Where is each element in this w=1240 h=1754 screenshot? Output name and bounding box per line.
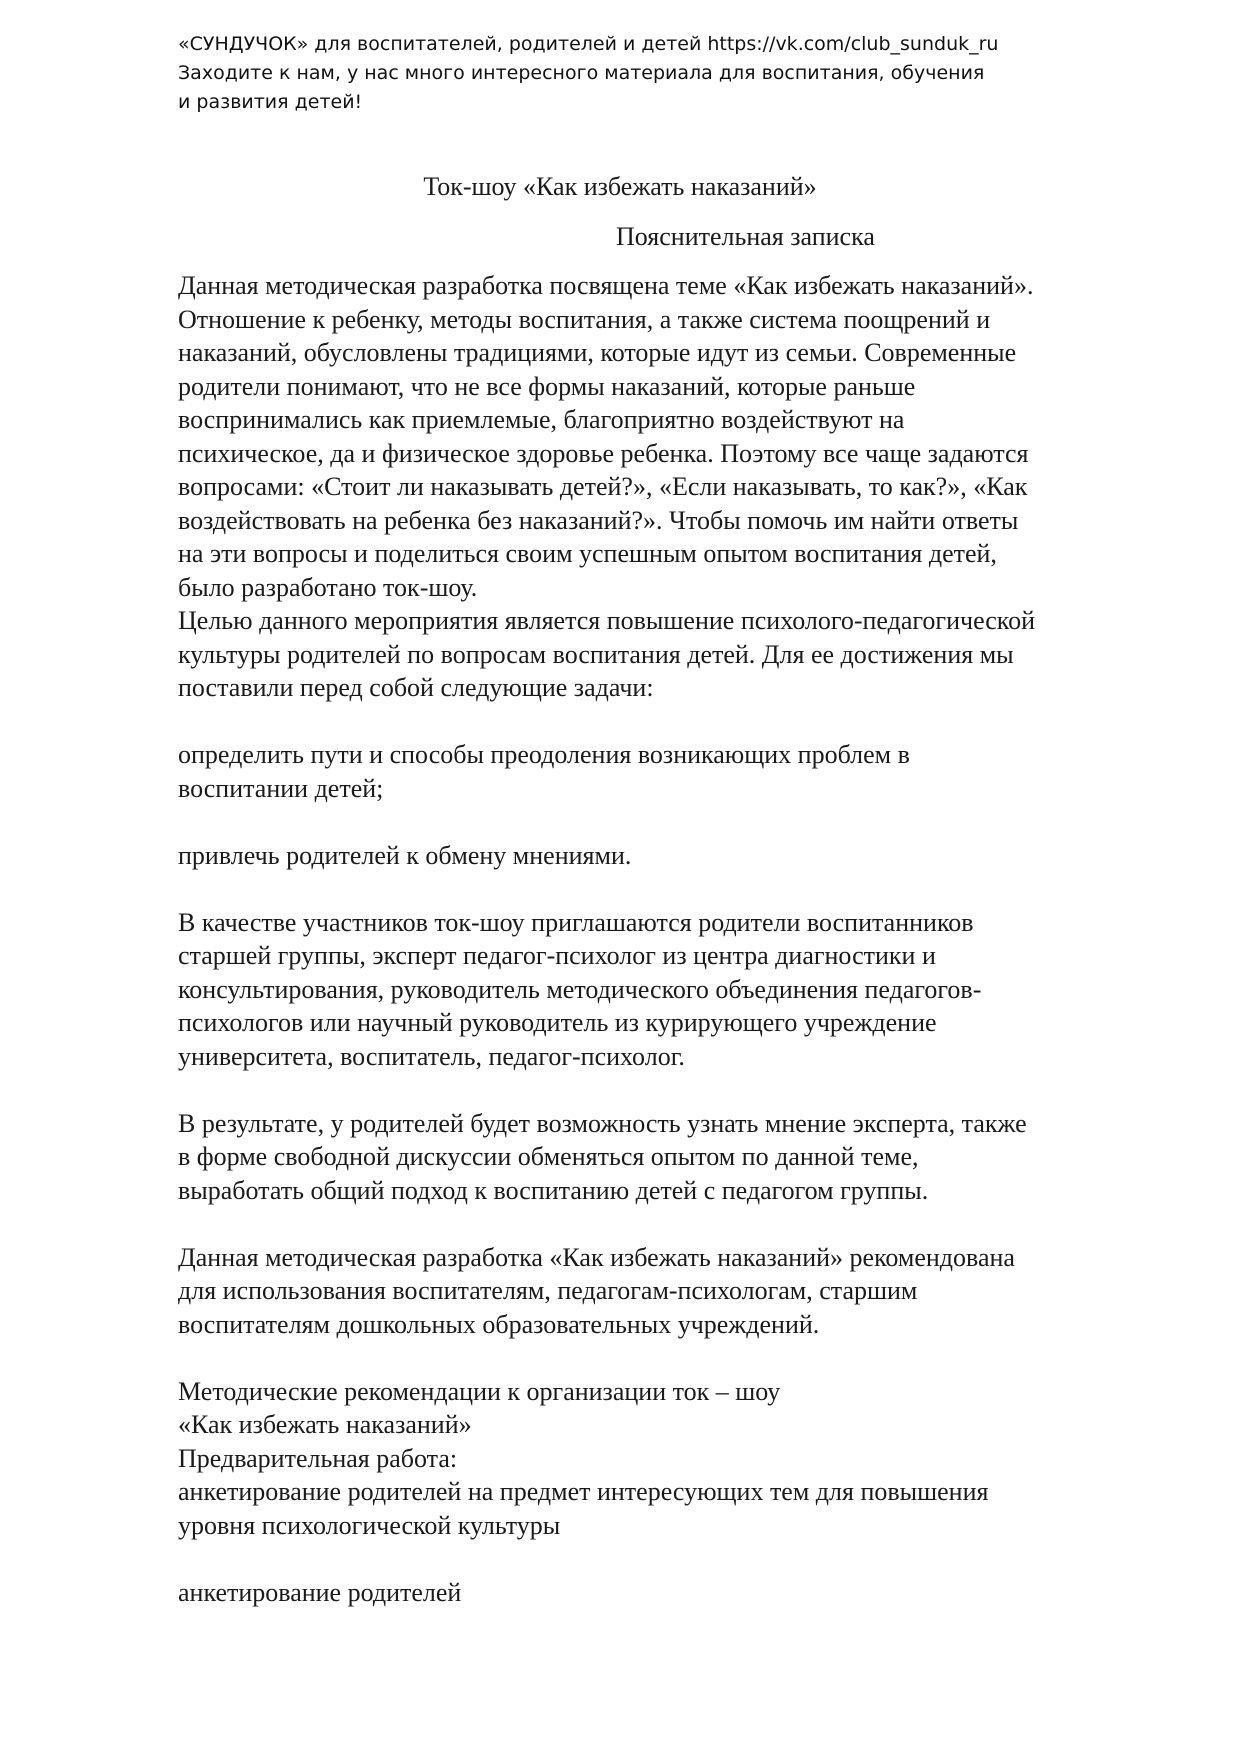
text-line: вопросами: «Стоит ли наказывать детей?», «Если наказывать, то как?», «Как — [178, 472, 1028, 501]
document-subtitle: Пояснительная записка — [616, 222, 875, 251]
text-line: Целью данного мероприятия является повышение психолого-педагогической — [178, 606, 1036, 635]
text-line: поставили перед собой следующие задачи: — [178, 673, 654, 702]
spacer — [178, 1542, 1178, 1576]
paragraph-participants — [178, 906, 1178, 1074]
text-line: старшей группы, эксперт педагог-психолог из центра диагностики и — [178, 941, 936, 970]
text-line: анкетирование родителей — [178, 1577, 462, 1607]
spacer — [178, 1207, 1178, 1241]
text-line: воспринимались как приемлемые, благоприятно воздействуют на — [178, 405, 905, 434]
task-item — [178, 839, 1178, 873]
text-line: Методические рекомендации к организации ток – шоу — [178, 1376, 781, 1406]
text-line: В качестве участников ток-шоу приглашаются родители воспитанников — [178, 907, 974, 937]
text-line: воздействовать на ребенка без наказаний?». Чтобы помочь им найти ответы — [178, 505, 1019, 535]
text-line: культуры родителей по вопросам воспитания детей. Для ее достижения мы — [178, 639, 1014, 669]
text-line: определить пути и способы преодоления возникающих проблем в — [178, 740, 910, 769]
text-line: анкетирование родителей на предмет интересующих тем для повышения — [178, 1477, 989, 1506]
header-line: Заходите к нам, у нас много интересного материала для воспитания, обучения — [178, 62, 985, 84]
text-line: консультирования, руководитель методического объединения педагогов- — [178, 974, 982, 1004]
text-line: для использования воспитателям, педагогам-психологам, старшим — [178, 1276, 918, 1305]
spacer — [178, 705, 1178, 739]
text-line: привлечь родителей к обмену мнениями. — [178, 840, 632, 870]
header-line: «СУНДУЧОК» для воспитателей, родителей и детей https://vk.com/club_sunduk_ru — [178, 33, 999, 55]
spacer — [178, 805, 1178, 839]
text-line: родители понимают, что не все формы наказаний, которые раньше — [178, 371, 916, 401]
text-line: наказаний, обусловлены традициями, которые идут из семьи. Современные — [178, 338, 1017, 367]
spacer — [178, 1073, 1178, 1107]
text-line: воспитателям дошкольных образовательных учреждений. — [178, 1309, 820, 1339]
document-body — [178, 269, 1178, 1609]
text-line: Данная методическая разработка «Как избежать наказаний» рекомендована — [178, 1242, 1015, 1272]
spacer — [178, 1341, 1178, 1375]
text-line: Отношение к ребенку, методы воспитания, а также система поощрений и — [178, 304, 991, 334]
text-line: на эти вопросы и поделиться своим успешным опытом воспитания детей, — [178, 539, 997, 568]
text-line: Предварительная работа: — [178, 1443, 458, 1473]
text-line: «Как избежать наказаний» — [178, 1410, 472, 1439]
header-line: и развития детей! — [178, 91, 363, 113]
spacer — [178, 872, 1178, 906]
text-line: университета, воспитатель, педагог-психолог. — [178, 1041, 685, 1071]
document-title: Ток-шоу «Как избежать наказаний» — [423, 172, 817, 201]
text-line: психическое, да и физическое здоровье ребенка. Поэтому все чаще задаются — [178, 438, 1029, 468]
text-line: в форме свободной дискуссии обменяться опытом по данной теме, — [178, 1142, 919, 1171]
paragraph-survey — [178, 1576, 1178, 1610]
paragraph-intro — [178, 269, 1178, 604]
text-line: было разработано ток-шоу. — [178, 572, 478, 602]
task-item — [178, 738, 1178, 805]
text-line: В результате, у родителей будет возможность узнать мнение эксперта, также — [178, 1108, 1027, 1138]
text-line: воспитании детей; — [178, 773, 384, 803]
text-line: Данная методическая разработка посвящена теме «Как избежать наказаний». — [178, 271, 1034, 300]
page-header — [178, 30, 1078, 117]
text-line: выработать общий подход к воспитанию детей с педагогом группы. — [178, 1175, 929, 1205]
text-line: психологов или научный руководитель из курирующего учреждение — [178, 1008, 937, 1037]
text-line: уровня психологической культуры — [178, 1510, 561, 1540]
paragraph-methodology — [178, 1375, 1178, 1543]
paragraph-result — [178, 1107, 1178, 1208]
paragraph-recommendation — [178, 1241, 1178, 1342]
paragraph-goal — [178, 604, 1178, 705]
